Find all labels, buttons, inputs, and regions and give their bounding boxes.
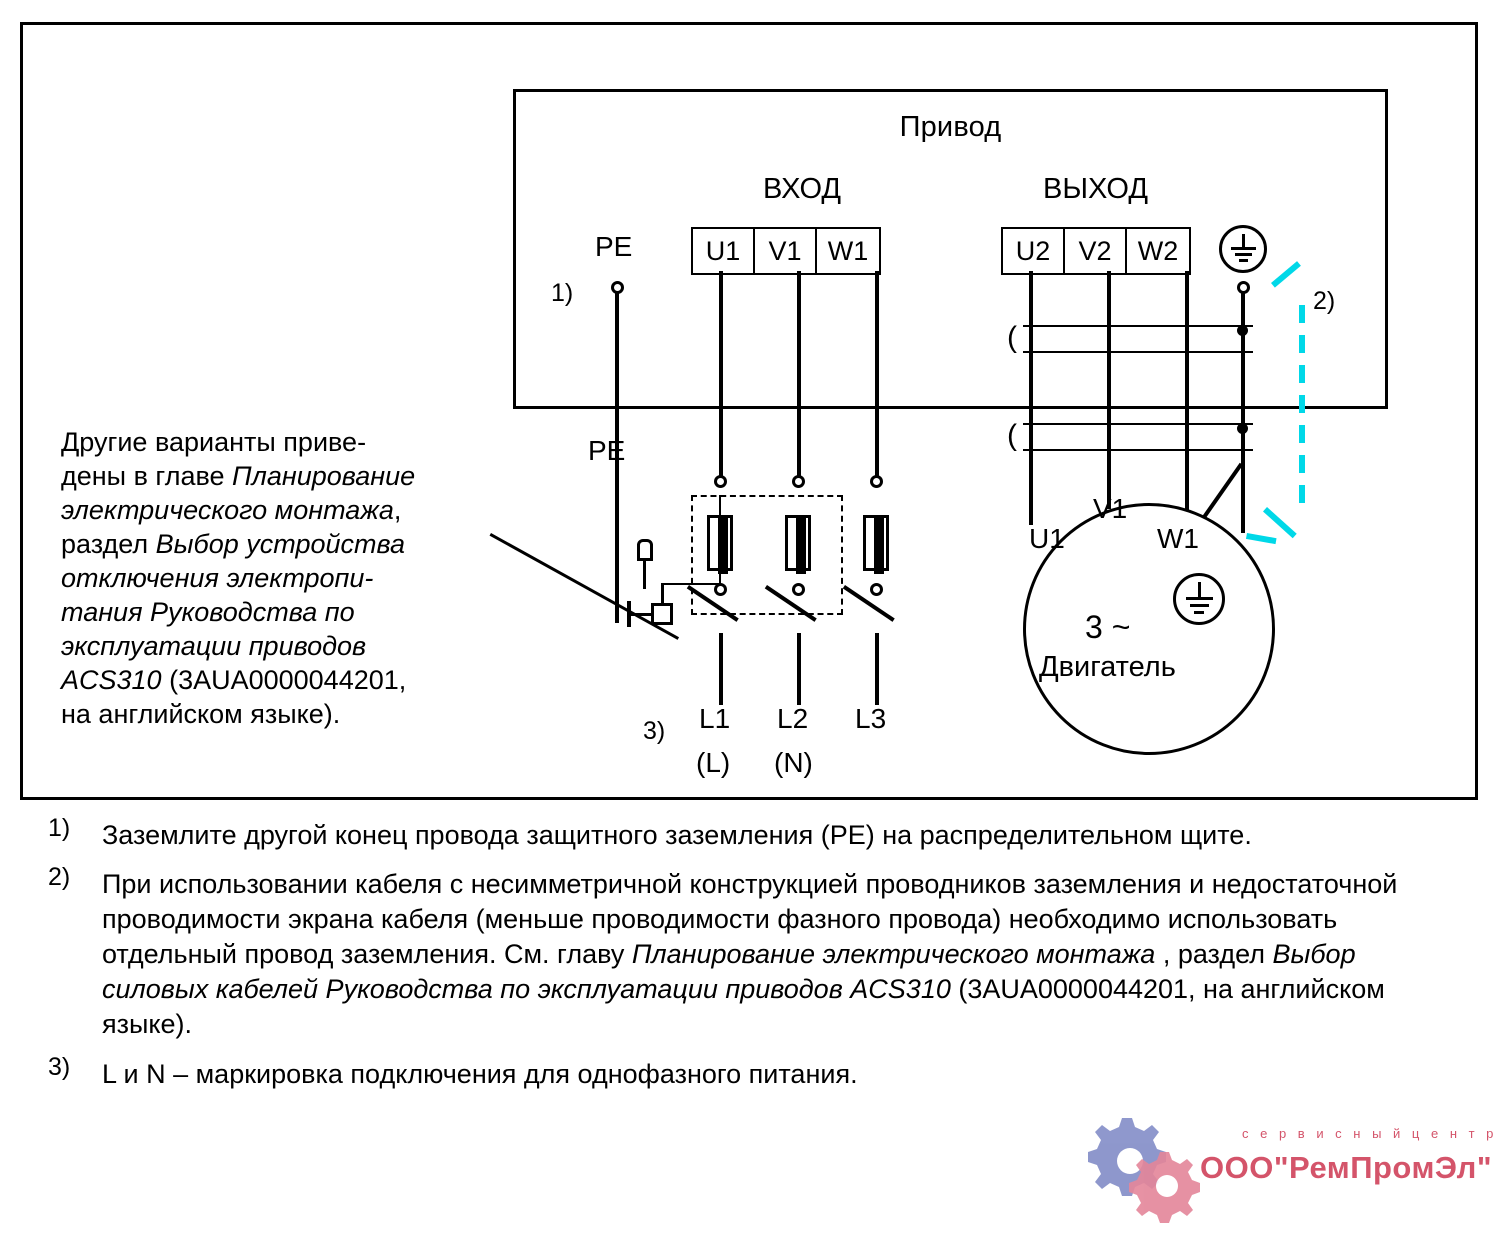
side-note-l3-it: электрического монтажа: [61, 495, 394, 526]
switch-contact-top-l1: [714, 475, 727, 488]
output-terminal-block: [1001, 227, 1191, 275]
switch-blade-l2: [767, 585, 813, 635]
motor-ground-icon: [1173, 573, 1225, 625]
fuse-l3: [863, 515, 889, 571]
supply-label-l2: L2: [777, 703, 809, 734]
terminal-v2-output: V2: [1065, 229, 1127, 273]
side-note-l3: ,: [393, 495, 402, 526]
side-note-l8-it: ACS310: [61, 665, 170, 696]
terminal-u2-output: U2: [1003, 229, 1065, 273]
drive-ground-icon: [1219, 225, 1267, 273]
wire-u2-output: [1029, 271, 1033, 525]
shield-layer-bot-1: [1023, 423, 1253, 425]
terminal-v1-input: V1: [755, 229, 817, 273]
pe-wire-label: PE: [588, 435, 626, 466]
side-note-l1: Другие варианты приве-: [61, 427, 367, 457]
shield-layer-bot-2: [1023, 449, 1253, 451]
wire-u1-input: [719, 271, 723, 481]
marker-1: 1): [551, 279, 574, 307]
pe-terminal-label: PE: [595, 231, 633, 262]
motor-phase-label: 3 ~: [1085, 609, 1131, 645]
wire-l3: [875, 633, 879, 705]
side-note-l5-it: отключения электропи-: [61, 563, 374, 594]
motor-terminal-w1: W1: [1157, 523, 1199, 554]
watermark-subtitle: с е р в и с н ы й ц е н т р: [1242, 1126, 1498, 1141]
side-note-l7-it: эксплуатации приводов: [61, 631, 367, 662]
motor-name: Двигатель: [1039, 651, 1176, 683]
shield-bracket-bot: (: [1007, 419, 1017, 452]
watermark-text: ООО"РемПромЭл": [1200, 1150, 1493, 1185]
side-note-l4: раздел: [61, 529, 156, 560]
side-note: [61, 425, 531, 731]
terminal-w2-output: W2: [1137, 235, 1179, 266]
side-note-l6-it: тания Руководства по: [61, 597, 355, 628]
shield-bracket-top: (: [1007, 321, 1017, 354]
wire-l2: [797, 633, 801, 705]
marker-3: 3): [643, 717, 666, 745]
pe-junction-top: [1237, 325, 1248, 336]
footnote-3-text: L и N – маркировка подключения для однофазного питания.: [102, 1058, 858, 1089]
footnote-2-text: При использовании кабеля с несимметричной конструкцией проводников заземления и недостаточной проводимости экрана кабеля (меньше проводимости фазного провода) необходимо использовать отдельный провод заземления. См. главу Планирование электрического монтажа , раздел Выбор силовых кабелей Руководства по эксплуатации приводов ACS310 (3AUA0000044201, на английском языке).: [102, 869, 1398, 1040]
supply-label-l1: L1: [699, 703, 731, 734]
footnote-1-marker: 1): [48, 814, 71, 842]
switch-blade-l3: [845, 585, 891, 635]
shield-layer-top-2: [1023, 351, 1253, 353]
marker-2: 2): [1313, 287, 1336, 315]
side-note-l2-it: Планирование: [232, 461, 416, 492]
side-note-l2: дены в главе: [61, 461, 233, 492]
side-note-l4-it: Выбор устройства: [155, 529, 405, 560]
wire-l1: [719, 633, 723, 705]
footnote-1-text: Заземлите другой конец провода защитного заземления (PE) на распределительном щите.: [102, 820, 1252, 850]
motor-terminal-u1: U1: [1029, 523, 1065, 554]
drive-title: Привод: [899, 111, 1002, 143]
footnote-3-marker: 3): [48, 1052, 71, 1081]
terminal-u1-input: U1: [693, 229, 755, 273]
supply-label-n: (N): [774, 747, 813, 778]
switch-blade-l1: [689, 585, 735, 635]
switch-contact-top-l2: [792, 475, 805, 488]
terminal-w1-input: W1: [827, 235, 869, 266]
switch-contact-top-l3: [870, 475, 883, 488]
footnote-2-marker: 2): [48, 863, 71, 892]
wire-w1-input: [875, 271, 879, 481]
input-label: ВХОД: [763, 173, 842, 205]
wire-v2-output: [1107, 271, 1111, 509]
side-note-l8: (3AUA0000044201,: [169, 665, 407, 696]
supply-label-l3: L3: [855, 703, 887, 734]
side-note-l9: на английском языке).: [61, 699, 341, 730]
footnote-3: [48, 1052, 1468, 1092]
pe-junction-bot: [1237, 423, 1248, 434]
motor-terminal-v1: V1: [1093, 493, 1128, 524]
footnote-2: [48, 863, 1468, 1042]
shield-layer-top-1: [1023, 325, 1253, 327]
watermark: [1082, 1104, 1498, 1224]
footnote-1: [48, 814, 1468, 853]
footnotes: [48, 814, 1468, 1106]
input-terminal-block: [691, 227, 881, 275]
wire-v1-input: [797, 271, 801, 481]
output-label: ВЫХОД: [1043, 173, 1148, 205]
diagram-frame: [20, 22, 1478, 800]
supply-label-l: (L): [696, 747, 731, 778]
cable-shield-indicator: [1259, 275, 1311, 565]
fuse-l2: [785, 515, 811, 571]
